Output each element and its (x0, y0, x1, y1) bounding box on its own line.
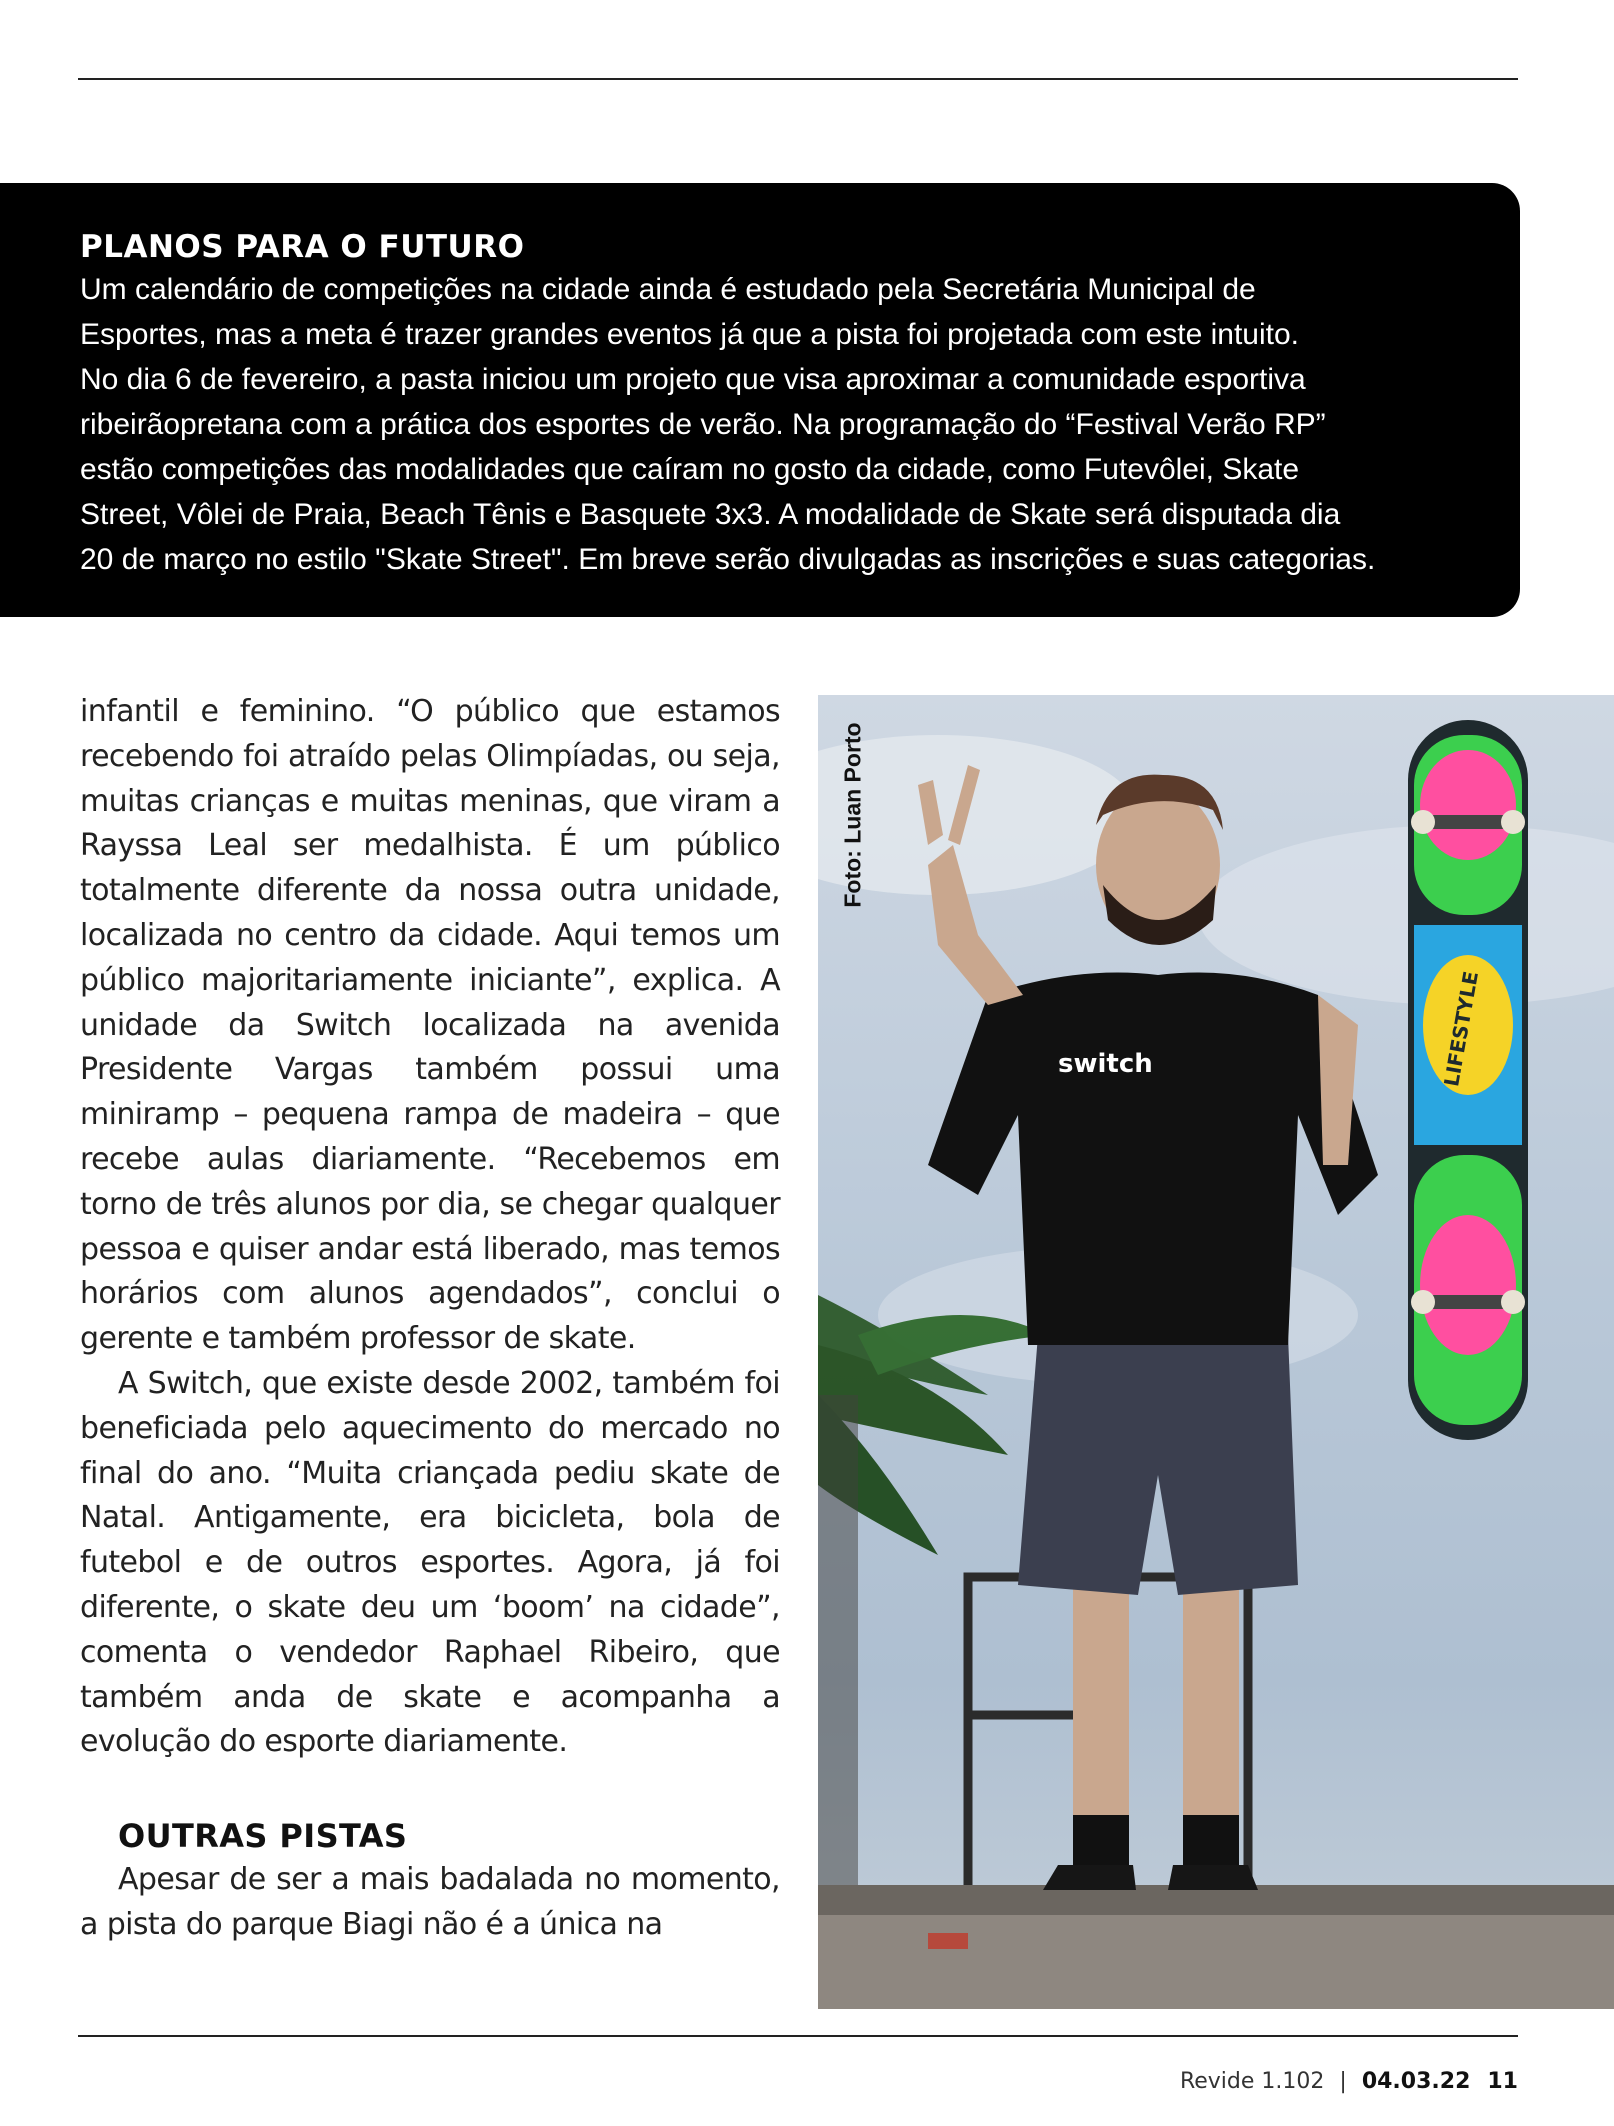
ramp-surface (818, 1915, 1614, 2009)
cloud (1198, 825, 1614, 1005)
sidebar-line: estão competições das modalidades que caíram no gosto da cidade, como Futevôlei, Skate (80, 453, 1300, 486)
footer-separator: | (1339, 2069, 1347, 2094)
skateboard (1408, 720, 1528, 1440)
article-paragraph: Apesar de ser a mais badalada no momento, a pista do parque Biagi não é a única na (80, 1862, 780, 1942)
article-paragraph: infantil e feminino. “O público que estamos recebendo foi atraído pelas Olimpíadas, ou seja, muitas crianças e muitas meninas, que viram a Rayssa Leal ser medalhista. É um público totalmente diferente da nossa outra unidade, localizada no centro da cidade. Aqui temos um público majoritariamente iniciante”, explica. A unidade da Switch localizada na avenida Presidente Vargas também possui uma miniramp – pequena rampa de madeira – que recebe aulas diariamente. “Recebemos em torno de três alunos por dia, se chegar qualquer pessoa e quiser andar está liberado, mas temos horários com alunos agendados”, conclui o gerente e também professor de skate. (80, 694, 780, 1357)
sidebar-line: ribeirãopretana com a prática dos esportes de verão. Na programação do “Festival Verão RP” (80, 408, 1326, 441)
sidebar-line: Esportes, mas a meta é trazer grandes eventos já que a pista foi projetada com este intuito. (80, 318, 1299, 351)
sidebar-heading: PLANOS PARA O FUTURO (80, 229, 525, 265)
article-column (80, 690, 780, 1948)
top-rule (78, 78, 1518, 80)
deck-graphic-text: LIFESTYLE (1439, 969, 1484, 1089)
page-footer (1180, 2069, 1518, 2094)
sidebar-line: Um calendário de competições na cidade ainda é estudado pela Secretária Municipal de (80, 273, 1256, 306)
article-subheading: OUTRAS PISTAS (118, 1817, 408, 1856)
issue-date: 04.03.22 (1361, 2069, 1471, 2094)
skater-photo (818, 695, 1614, 2009)
shirt-logo-text: switch (1058, 1049, 1153, 1079)
shorts (1018, 1335, 1298, 1595)
photo-credit (836, 715, 870, 915)
sidebar-line: 20 de março no estilo "Skate Street". Em breve serão divulgadas as inscrições e suas categorias. (80, 543, 1376, 576)
bottom-rule (78, 2035, 1518, 2037)
magazine-issue: Revide 1.102 (1179, 2069, 1325, 2094)
sidebar-line: No dia 6 de fevereiro, a pasta iniciou um projeto que visa aproximar a comunidade esportiva (80, 363, 1306, 396)
photo-credit-text: Foto: Luan Porto (839, 722, 866, 908)
sidebar-box (0, 183, 1520, 617)
page-number: 11 (1487, 2069, 1518, 2094)
article-paragraph: A Switch, que existe desde 2002, também foi beneficiada pelo aquecimento do mercado no final do ano. “Muita criançada pediu skate de Natal. Antigamente, era bicicleta, bola de futebol e de outros esportes. Agora, já foi diferente, o skate deu um ‘boom’ na cidade”, comenta o vendedor Raphael Ribeiro, que também anda de skate e acompanha a evolução do esporte diariamente. (80, 1365, 780, 1760)
sidebar-line: Street, Vôlei de Praia, Beach Tênis e Basquete 3x3. A modalidade de Skate será disputada dia (80, 498, 1341, 531)
